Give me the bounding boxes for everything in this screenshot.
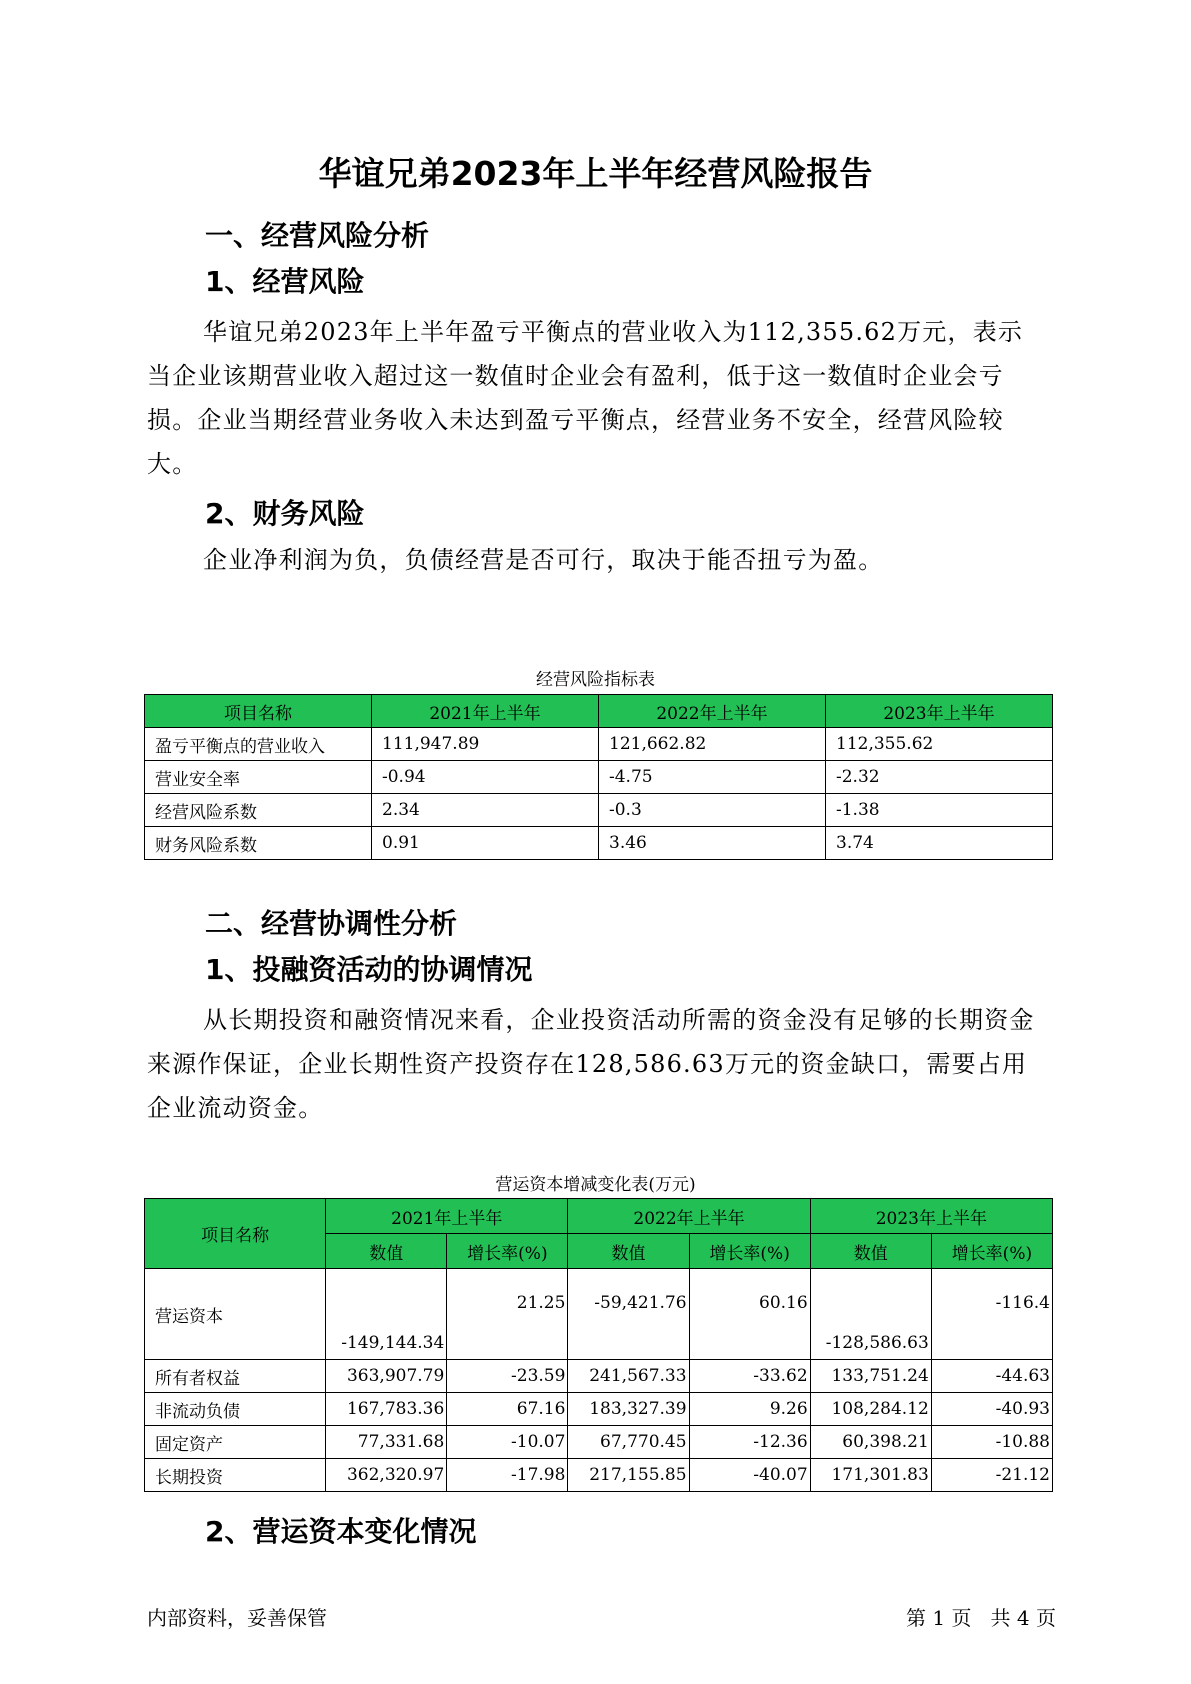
table-cell: 77,331.68	[326, 1426, 447, 1459]
table-cell: 0.91	[372, 827, 599, 860]
table-row	[145, 1426, 1053, 1459]
subheading-operating-risk: 1、经营风险	[205, 265, 365, 298]
table-cell: 121,662.82	[599, 728, 826, 761]
table-cell: 9.26	[689, 1393, 810, 1426]
table-row	[145, 794, 1053, 827]
page-title: 华谊兄弟2023年上半年经营风险报告	[318, 154, 873, 193]
table-cell: -1.38	[826, 794, 1053, 827]
table-cell: 盈亏平衡点的营业收入	[145, 728, 372, 761]
table-cell: -0.3	[599, 794, 826, 827]
table-caption-risk-indicators: 经营风险指标表	[536, 670, 655, 690]
table-row	[145, 761, 1053, 794]
paragraph-investment-financing: 从长期投资和融资情况来看，企业投资活动所需的资金没有足够的长期资金来源作保证，企业长期性资产投资存在128,586.63万元的资金缺口，需要占用企业流动资金。	[147, 1006, 1035, 1122]
table-cell: 241,567.33	[568, 1360, 689, 1393]
column-header: 2022年上半年	[568, 1199, 810, 1234]
table-cell: -4.75	[599, 761, 826, 794]
table-cell: 2.34	[372, 794, 599, 827]
table-row	[145, 1360, 1053, 1393]
table-cell: 362,320.97	[326, 1459, 447, 1492]
footer-page-number: 第 1 页 共 4 页	[906, 1606, 1056, 1630]
table-row	[145, 1459, 1053, 1492]
table-cell: 所有者权益	[145, 1360, 326, 1393]
table-cell: 营运资本	[145, 1269, 326, 1360]
table-cell: 3.46	[599, 827, 826, 860]
table-cell: -59,421.76	[568, 1269, 689, 1360]
table-cell: 108,284.12	[810, 1393, 931, 1426]
column-header: 项目名称	[145, 1199, 326, 1269]
table-cell: 111,947.89	[372, 728, 599, 761]
table-cell: -23.59	[447, 1360, 568, 1393]
table-cell: 财务风险系数	[145, 827, 372, 860]
column-subheader: 数值	[326, 1234, 447, 1269]
working-capital-table	[144, 1198, 1053, 1492]
column-subheader: 数值	[568, 1234, 689, 1269]
table-cell: -12.36	[689, 1426, 810, 1459]
table-cell: 133,751.24	[810, 1360, 931, 1393]
table-cell: -33.62	[689, 1360, 810, 1393]
table-cell: 固定资产	[145, 1426, 326, 1459]
column-subheader: 数值	[810, 1234, 931, 1269]
table-cell: -10.07	[447, 1426, 568, 1459]
subheading-financial-risk: 2、财务风险	[205, 497, 365, 530]
table-header-row	[145, 695, 1053, 728]
table-cell: -116.4	[931, 1269, 1052, 1360]
column-header: 2021年上半年	[372, 695, 599, 728]
table-cell: -21.12	[931, 1459, 1052, 1492]
table-caption-working-capital: 营运资本增减变化表(万元)	[495, 1175, 696, 1195]
table-cell: -40.07	[689, 1459, 810, 1492]
column-header: 2022年上半年	[599, 695, 826, 728]
table-cell: -17.98	[447, 1459, 568, 1492]
table-cell: 非流动负债	[145, 1393, 326, 1426]
table-cell: 67.16	[447, 1393, 568, 1426]
column-header: 2023年上半年	[810, 1199, 1052, 1234]
table-row	[145, 827, 1053, 860]
subheading-working-capital-change: 2、营运资本变化情况	[205, 1515, 477, 1548]
table-row	[145, 728, 1053, 761]
table-cell: 171,301.83	[810, 1459, 931, 1492]
section-heading-coordination-analysis: 二、经营协调性分析	[205, 907, 458, 940]
table-cell: 167,783.36	[326, 1393, 447, 1426]
column-subheader: 增长率(%)	[931, 1234, 1052, 1269]
footer-confidential-note: 内部资料，妥善保管	[147, 1606, 327, 1630]
table-cell: 363,907.79	[326, 1360, 447, 1393]
table-header-row	[145, 1199, 1053, 1234]
table-cell: -0.94	[372, 761, 599, 794]
table-cell: -2.32	[826, 761, 1053, 794]
table-cell: 112,355.62	[826, 728, 1053, 761]
column-header: 2021年上半年	[326, 1199, 568, 1234]
table-cell: 60,398.21	[810, 1426, 931, 1459]
table-cell: -44.63	[931, 1360, 1052, 1393]
table-cell: -10.88	[931, 1426, 1052, 1459]
table-row	[145, 1393, 1053, 1426]
table-cell: 21.25	[447, 1269, 568, 1360]
table-cell: 67,770.45	[568, 1426, 689, 1459]
table-cell: 183,327.39	[568, 1393, 689, 1426]
table-row	[145, 1269, 1053, 1360]
paragraph-financial-risk: 企业净利润为负，负债经营是否可行，取决于能否扭亏为盈。	[203, 546, 884, 574]
column-header: 2023年上半年	[826, 695, 1053, 728]
table-cell: -40.93	[931, 1393, 1052, 1426]
section-heading-risk-analysis: 一、经营风险分析	[205, 219, 430, 252]
column-header: 项目名称	[145, 695, 372, 728]
risk-indicator-table	[144, 694, 1053, 860]
column-subheader: 增长率(%)	[447, 1234, 568, 1269]
subheading-investment-financing: 1、投融资活动的协调情况	[205, 953, 533, 986]
paragraph-operating-risk: 华谊兄弟2023年上半年盈亏平衡点的营业收入为112,355.62万元，表示当企业该期营业收入超过这一数值时企业会有盈利，低于这一数值时企业会亏损。企业当期经营业务收入未达到盈亏平衡点，经营业务不安全，经营风险较大。	[147, 318, 1024, 478]
table-cell: 营业安全率	[145, 761, 372, 794]
table-cell: 长期投资	[145, 1459, 326, 1492]
column-subheader: 增长率(%)	[689, 1234, 810, 1269]
table-cell: 经营风险系数	[145, 794, 372, 827]
table-cell: 3.74	[826, 827, 1053, 860]
table-cell: 217,155.85	[568, 1459, 689, 1492]
table-cell: -128,586.63	[810, 1269, 931, 1360]
table-cell: 60.16	[689, 1269, 810, 1360]
table-cell: -149,144.34	[326, 1269, 447, 1360]
